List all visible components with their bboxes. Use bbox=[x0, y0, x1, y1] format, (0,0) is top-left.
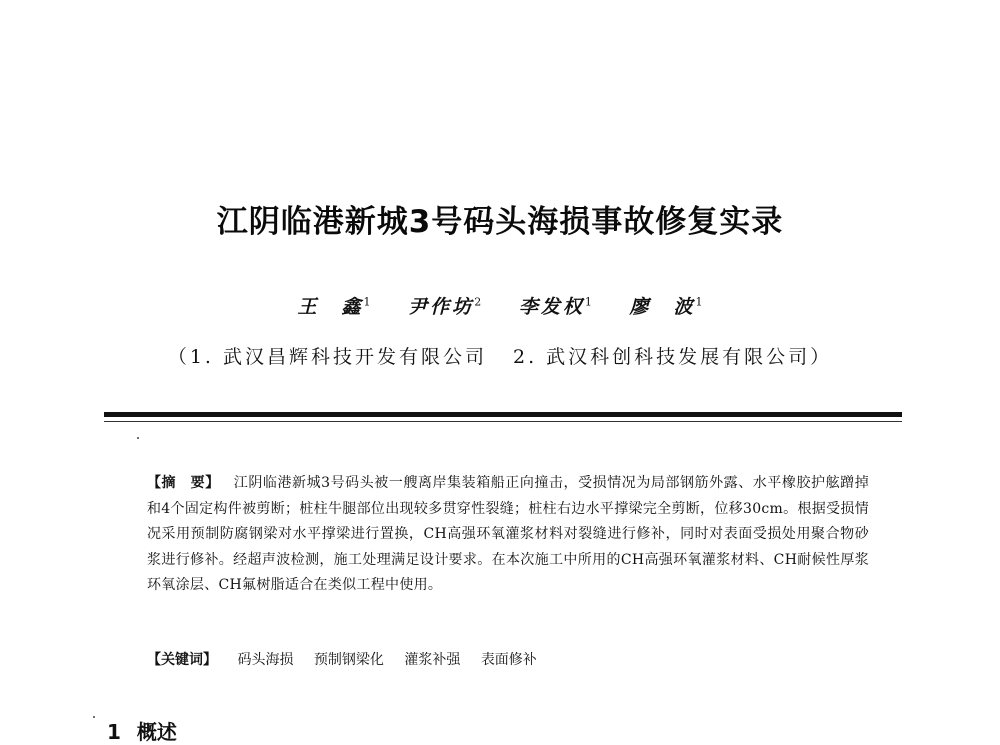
author-list bbox=[0, 292, 1000, 319]
author-name: 尹作坊 bbox=[408, 296, 475, 318]
affiliation-1: 1. 武汉昌辉科技开发有限公司 bbox=[189, 346, 487, 368]
abstract bbox=[147, 471, 869, 599]
author-name: 廖 波 bbox=[629, 296, 696, 318]
author-affil-mark: 2 bbox=[474, 295, 482, 309]
section-number: 1 bbox=[107, 720, 121, 744]
keyword: 码头海损 bbox=[237, 652, 294, 668]
affil-close-paren: ） bbox=[810, 346, 833, 368]
header-rule-thin bbox=[104, 421, 902, 422]
author-1 bbox=[298, 296, 371, 318]
scan-speck bbox=[137, 437, 139, 439]
author-2 bbox=[408, 296, 481, 318]
author-4 bbox=[629, 296, 702, 318]
keywords-label: 【关键词】 bbox=[147, 652, 217, 668]
section-heading bbox=[107, 716, 177, 745]
author-name: 李发权 bbox=[518, 296, 585, 318]
affiliation-2: 2. 武汉科创科技发展有限公司 bbox=[513, 346, 811, 368]
author-affil-mark: 1 bbox=[363, 295, 371, 309]
author-3 bbox=[519, 296, 592, 318]
keyword: 灌浆补强 bbox=[404, 652, 461, 668]
author-affil-mark: 1 bbox=[695, 295, 703, 309]
header-rule-thick bbox=[104, 412, 902, 417]
affil-open-paren: （ bbox=[167, 346, 190, 368]
paper-title: 江阴临港新城3号码头海损事故修复实录 bbox=[216, 204, 784, 240]
scan-speck bbox=[93, 716, 95, 718]
keywords bbox=[147, 649, 869, 671]
affiliations bbox=[0, 342, 1000, 369]
keyword: 预制钢梁化 bbox=[313, 652, 384, 668]
abstract-label: 【摘 要】 bbox=[147, 475, 220, 491]
section-title: 概述 bbox=[136, 720, 177, 744]
keyword: 表面修补 bbox=[480, 652, 537, 668]
author-name: 王 鑫 bbox=[297, 296, 364, 318]
author-affil-mark: 1 bbox=[584, 295, 592, 309]
abstract-text: 江阴临港新城3号码头被一艘离岸集装箱船正向撞击，受损情况为局部钢筋外露、水平橡胶护舷蹭掉和4个固定构件被剪断；桩柱牛腿部位出现较多贯穿性裂缝；桩柱右边水平撑梁完全剪断，位移30cm。根据受损情况采用预制防腐钢梁对水平撑梁进行置换，CH高强环氧灌浆材料对裂缝进行修补，同时对表面受损处用聚合物砂浆进行修补。经超声波检测，施工处理满足设计要求。在本次施工中所用的CH高强环氧灌浆材料、CH耐候性厚浆环氧涂层、CH氟树脂适合在类似工程中使用。 bbox=[147, 475, 870, 593]
